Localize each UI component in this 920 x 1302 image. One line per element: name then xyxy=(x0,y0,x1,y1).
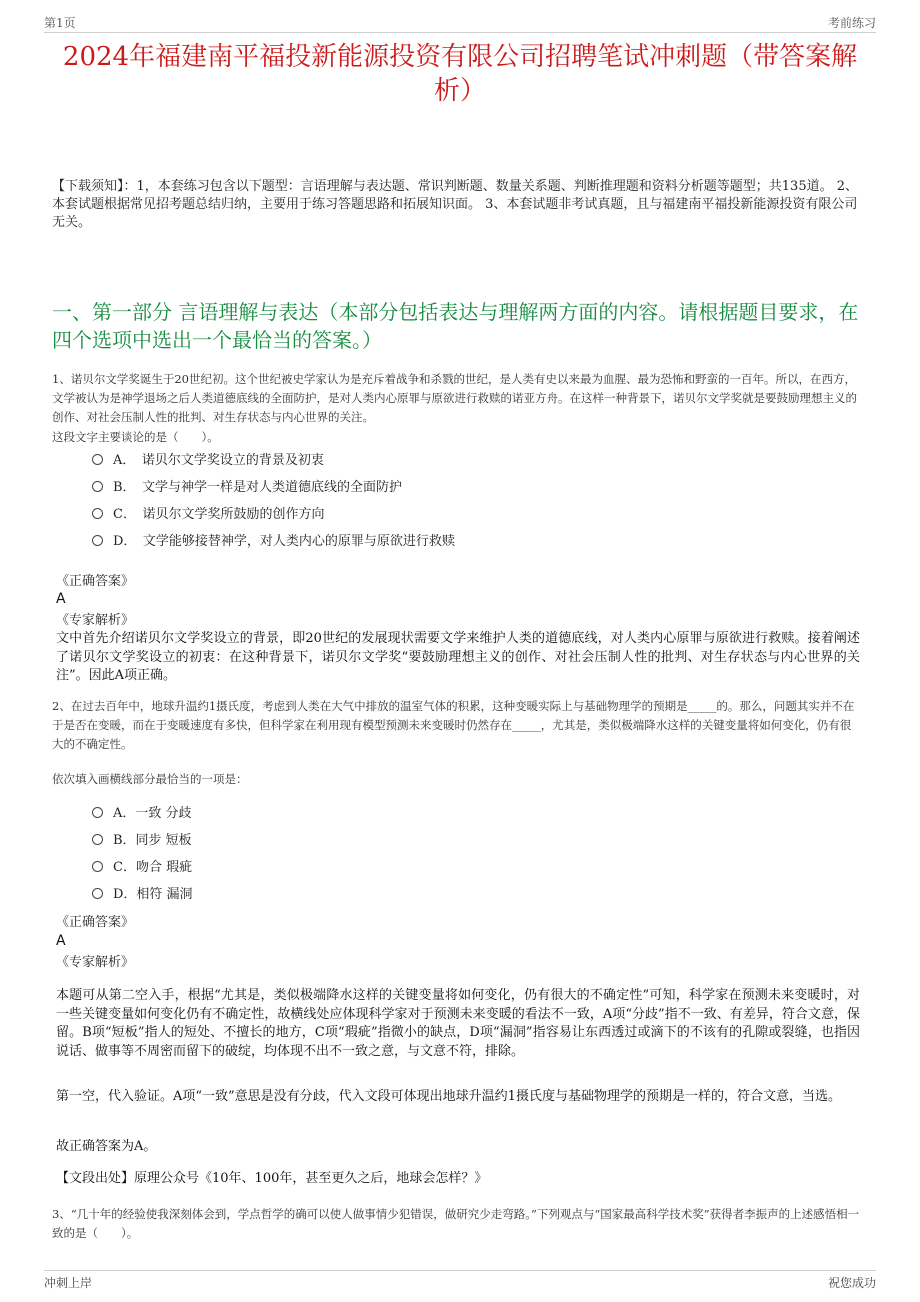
radio-icon[interactable] xyxy=(92,861,103,872)
question-2-ask: 依次填入画横线部分最恰当的一项是： xyxy=(52,772,248,786)
q2-analysis-label: 《专家解析》 xyxy=(56,955,135,970)
q1-answer: A xyxy=(56,591,66,607)
footer-right: 祝您成功 xyxy=(827,1276,876,1290)
q1-analysis-label: 《专家解析》 xyxy=(56,613,135,628)
page-footer xyxy=(44,1270,876,1291)
option-label: D．相符 漏洞 xyxy=(113,887,193,902)
option-label: A． 诺贝尔文学奖设立的背景及初衷 xyxy=(113,453,324,468)
page-number: 第1页 xyxy=(44,16,76,30)
question-2-text: 2、在过去百年中，地球升温约1摄氏度，考虑到人类在大气中排放的温室气体的积累，这种变暖实际上与基础物理学的预期是_____的。那么，问题其实并不在于是否在变暖，而在于变暖速度有多快，但科学家在利用现有模型预测未来变暖时仍然存在_____，尤其是，类似极端降水这样的关键变量将如何变化，仍有很大的不确定性。 xyxy=(52,699,855,751)
q1-option-d[interactable] xyxy=(92,533,455,551)
option-label: B． 文学与神学一样是对人类道德底线的全面防护 xyxy=(113,480,403,495)
page-header xyxy=(44,12,876,33)
footer-left: 冲刺上岸 xyxy=(44,1276,93,1290)
option-label: B．同步 短板 xyxy=(113,833,192,848)
q2-option-d[interactable] xyxy=(92,886,193,904)
option-label: A．一致 分歧 xyxy=(113,806,192,821)
question-1-text: 1、诺贝尔文学奖诞生于20世纪初。这个世纪被史学家认为是充斥着战争和杀戮的世纪，是人类有史以来最为血腥、最为恐怖和野蛮的一百年。所以，在西方，文学被认为是神学退场之后人类道德底线的全面防护，是对人类内心原罪与原欲进行救赎的诺亚方舟。在这样一种背景下，诺贝尔文学奖就是要鼓励理想主义的创作、对社会压制人性的批判、对生存状态与内心世界的关注。 xyxy=(52,372,857,424)
radio-icon[interactable] xyxy=(92,888,103,899)
option-label: C． 诺贝尔文学奖所鼓励的创作方向 xyxy=(113,507,325,522)
radio-icon[interactable] xyxy=(92,454,103,465)
radio-icon[interactable] xyxy=(92,535,103,546)
q2-answer: A xyxy=(56,933,66,949)
question-1-ask: 这段文字主要谈论的是（ ）。 xyxy=(52,430,219,444)
question-3-text: 3、“几十年的经验使我深刻体会到，学点哲学的确可以使人做事情少犯错误，做研究少走弯路。”下列观点与“国家最高科学技术奖”获得者李振声的上述感悟相一致的是（ ）。 xyxy=(52,1207,860,1240)
radio-icon[interactable] xyxy=(92,481,103,492)
q2-option-a[interactable] xyxy=(92,805,192,823)
option-label: C．吻合 瑕疵 xyxy=(113,860,193,875)
radio-icon[interactable] xyxy=(92,834,103,845)
radio-icon[interactable] xyxy=(92,807,103,818)
document-title: 2024年福建南平福投新能源投资有限公司招聘笔试冲刺题（带答案解析） xyxy=(62,42,858,106)
radio-icon[interactable] xyxy=(92,508,103,519)
q2-analysis-1: 本题可从第二空入手，根据“尤其是，类似极端降水这样的关键变量将如何变化，仍有很大的不确定性”可知，科学家在预测未来变暖时，对一些关键变量如何变化仍有不确定性，故横线处应体现科学家对于预测未来变暖的看法不一致，A项“分歧”指不一致、有差异，符合文意，保留。B项“短板”指人的短处、不擅长的地方，C项“瑕疵”指微小的缺点，D项“漏洞”指容易让东西透过或滴下的不该有的孔隙或裂缝，也指因说话、做事等不周密而留下的破绽，均体现不出不一致之意，与文意不符，排除。 xyxy=(56,988,860,1059)
q2-analysis-2: 第一空，代入验证。A项“一致”意思是没有分歧，代入文段可体现出地球升温约1摄氏度与基础物理学的预期是一样的，符合文意，当选。 xyxy=(56,1089,841,1104)
q2-source: 【文段出处】原理公众号《10年、100年，甚至更久之后，地球会怎样？》 xyxy=(56,1171,488,1186)
option-label: D． 文学能够接替神学，对人类内心的原罪与原欲进行救赎 xyxy=(113,534,455,549)
q1-option-b[interactable] xyxy=(92,479,402,497)
q2-option-c[interactable] xyxy=(92,859,192,877)
header-label: 考前练习 xyxy=(827,16,876,30)
q2-option-b[interactable] xyxy=(92,832,192,850)
q1-option-c[interactable] xyxy=(92,506,324,524)
q2-conclusion: 故正确答案为A。 xyxy=(56,1139,157,1154)
q1-option-a[interactable] xyxy=(92,452,324,470)
q1-analysis: 文中首先介绍诺贝尔文学奖设立的背景，即20世纪的发展现状需要文学来维护人类的道德底线，对人类内心原罪与原欲进行救赎。接着阐述了诺贝尔文学奖设立的初衷：在这种背景下，诺贝尔文学奖“要鼓励理想主义的创作、对社会压制人性的批判、对生存状态与内心世界的关注”。因此A项正确。 xyxy=(56,631,860,683)
q1-answer-label: 《正确答案》 xyxy=(56,574,135,589)
download-notice: 【下载须知】：1，本套练习包含以下题型：言语理解与表达题、常识判断题、数量关系题、判断推理题和资料分析题等题型；共135道。 2、本套试题根据常见招考题总结归纳，主要用于练习答题思路和拓展知识面。 3、本套试题非考试真题，且与福建南平福投新能源投资有限公司无关。 xyxy=(52,179,858,230)
q2-answer-label: 《正确答案》 xyxy=(56,915,135,930)
section-heading: 一、第一部分 言语理解与表达（本部分包括表达与理解两方面的内容。请根据题目要求，在四个选项中选出一个最恰当的答案。） xyxy=(52,300,859,352)
